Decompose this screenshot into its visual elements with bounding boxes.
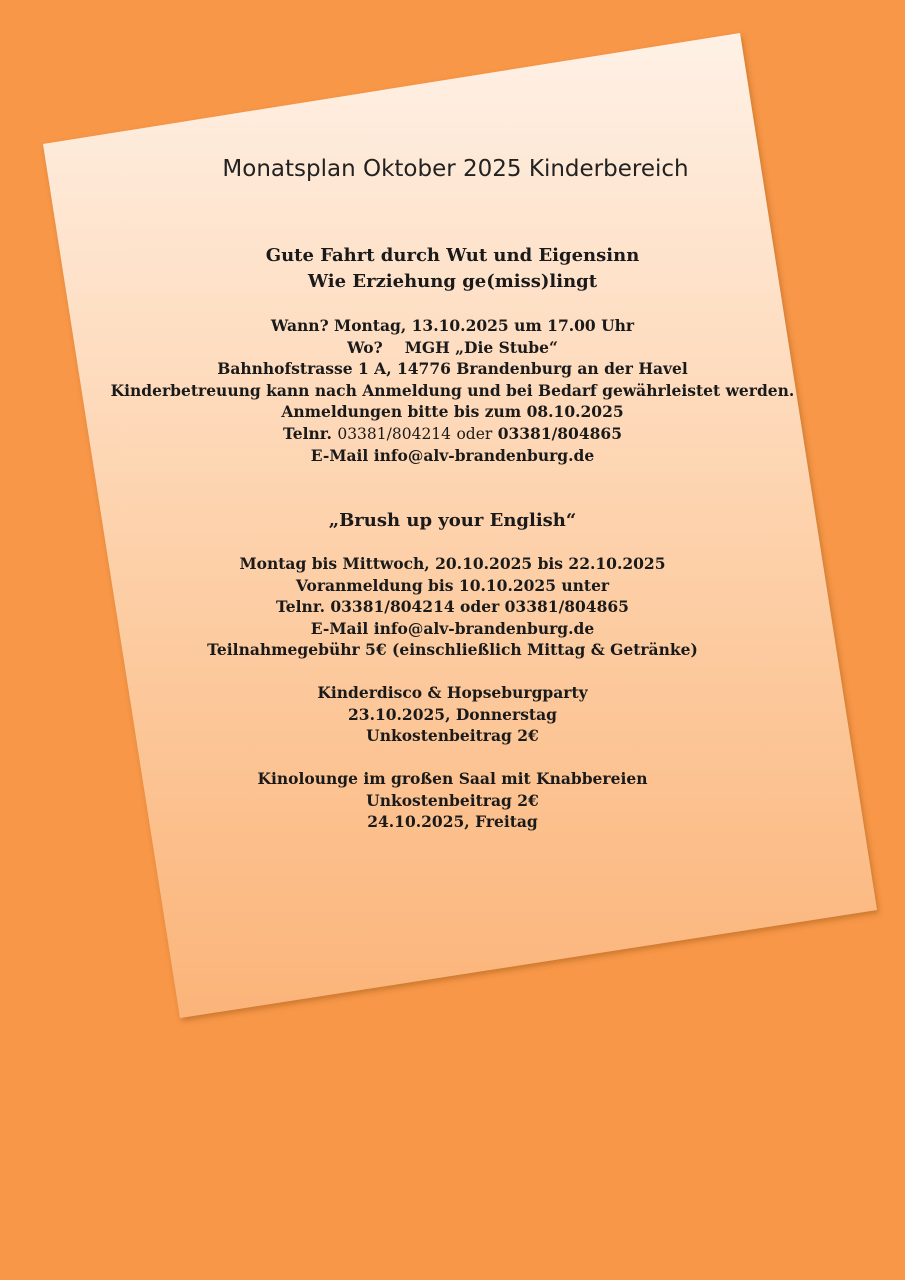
event1-where: [0, 337, 905, 359]
event2-heading: [0, 508, 905, 534]
event4-title: Kinolounge im großen Saal mit Knabbereien: [257, 769, 648, 788]
event4-date: 24.10.2025, Freitag: [367, 812, 538, 831]
event3-date: 23.10.2025, Donnerstag: [348, 704, 557, 724]
event1-details: [0, 315, 905, 467]
event1-phone: [0, 423, 905, 446]
event1-heading-line1: Gute Fahrt durch Wut und Eigensinn: [265, 245, 640, 266]
page-title: Monatsplan Oktober 2025 Kinderbereich: [222, 156, 689, 182]
event1-phone2: 03381/804865: [497, 423, 622, 443]
event2-preregistration: Voranmeldung bis 10.10.2025 unter: [295, 575, 610, 595]
event1-registration: Anmeldungen bitte bis zum 08.10.2025: [281, 402, 624, 421]
event3-details: [0, 682, 905, 747]
event2-heading-text: „Brush up your English“: [328, 510, 577, 531]
event1-childcare: Kinderbetreuung kann nach Anmeldung und bei Bedarf gewährleistet werden.: [110, 380, 795, 400]
event1-phone1: 03381/804214: [337, 424, 452, 443]
event2-phone: Telnr. 03381/804214 oder 03381/804865: [276, 597, 629, 616]
event1-address: Bahnhofstrasse 1 A, 14776 Brandenburg an der Havel: [217, 359, 688, 378]
event1-where-value: MGH „Die Stube“: [404, 337, 558, 357]
event1-heading-line2: Wie Erziehung ge(miss)lingt: [307, 271, 598, 292]
event2-details: [0, 553, 905, 661]
event3-title: Kinderdisco & Hopseburgparty: [317, 683, 588, 702]
event1-heading: [0, 243, 905, 295]
event1-phone-or: oder: [456, 424, 493, 443]
event3-fee: Unkostenbeitrag 2€: [366, 726, 539, 745]
event2-dates: Montag bis Mittwoch, 20.10.2025 bis 22.10.2025: [239, 554, 666, 573]
event2-fee: Teilnahmegebühr 5€ (einschließlich Mittag & Getränke): [207, 640, 698, 659]
event4-details: [0, 768, 905, 833]
event2-email: E-Mail info@alv-brandenburg.de: [310, 618, 595, 638]
event1-where-label: Wo?: [347, 337, 383, 357]
event1-phone-label: Telnr.: [283, 423, 332, 443]
event4-fee: Unkostenbeitrag 2€: [366, 790, 539, 810]
event1-when: Wann? Montag, 13.10.2025 um 17.00 Uhr: [270, 316, 635, 335]
event1-email: E-Mail info@alv-brandenburg.de: [310, 446, 595, 465]
